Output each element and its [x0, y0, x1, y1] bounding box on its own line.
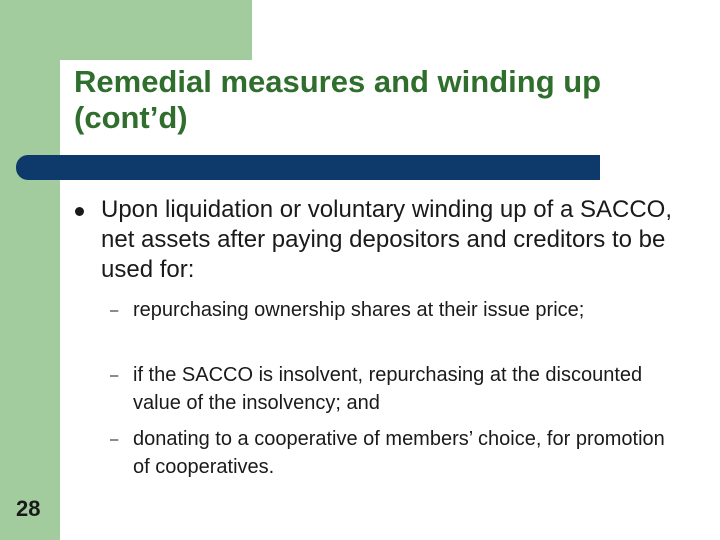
- top-green-bar: [0, 0, 252, 60]
- sub-bullet-text: donating to a cooperative of members’ choice, for promotion of cooperatives.: [133, 428, 665, 478]
- left-green-bar: [0, 0, 60, 540]
- sub-bullet-text: repurchasing ownership shares at their issue price;: [133, 299, 585, 321]
- main-bullet-text: Upon liquidation or voluntary winding up of a SACCO, net assets after paying depositors and creditors to be used for:: [101, 196, 672, 283]
- dash-icon: –: [110, 302, 119, 319]
- bullet-dot-icon: [75, 207, 84, 216]
- slide-number: 28: [16, 496, 41, 521]
- dash-icon: –: [110, 367, 119, 384]
- title-divider-bar: [16, 155, 600, 180]
- slide-title: Remedial measures and winding up (cont’d): [74, 64, 602, 135]
- dash-icon: –: [110, 431, 119, 448]
- sub-bullet-text: if the SACCO is insolvent, repurchasing at the discounted value of the insolvency; and: [133, 364, 643, 414]
